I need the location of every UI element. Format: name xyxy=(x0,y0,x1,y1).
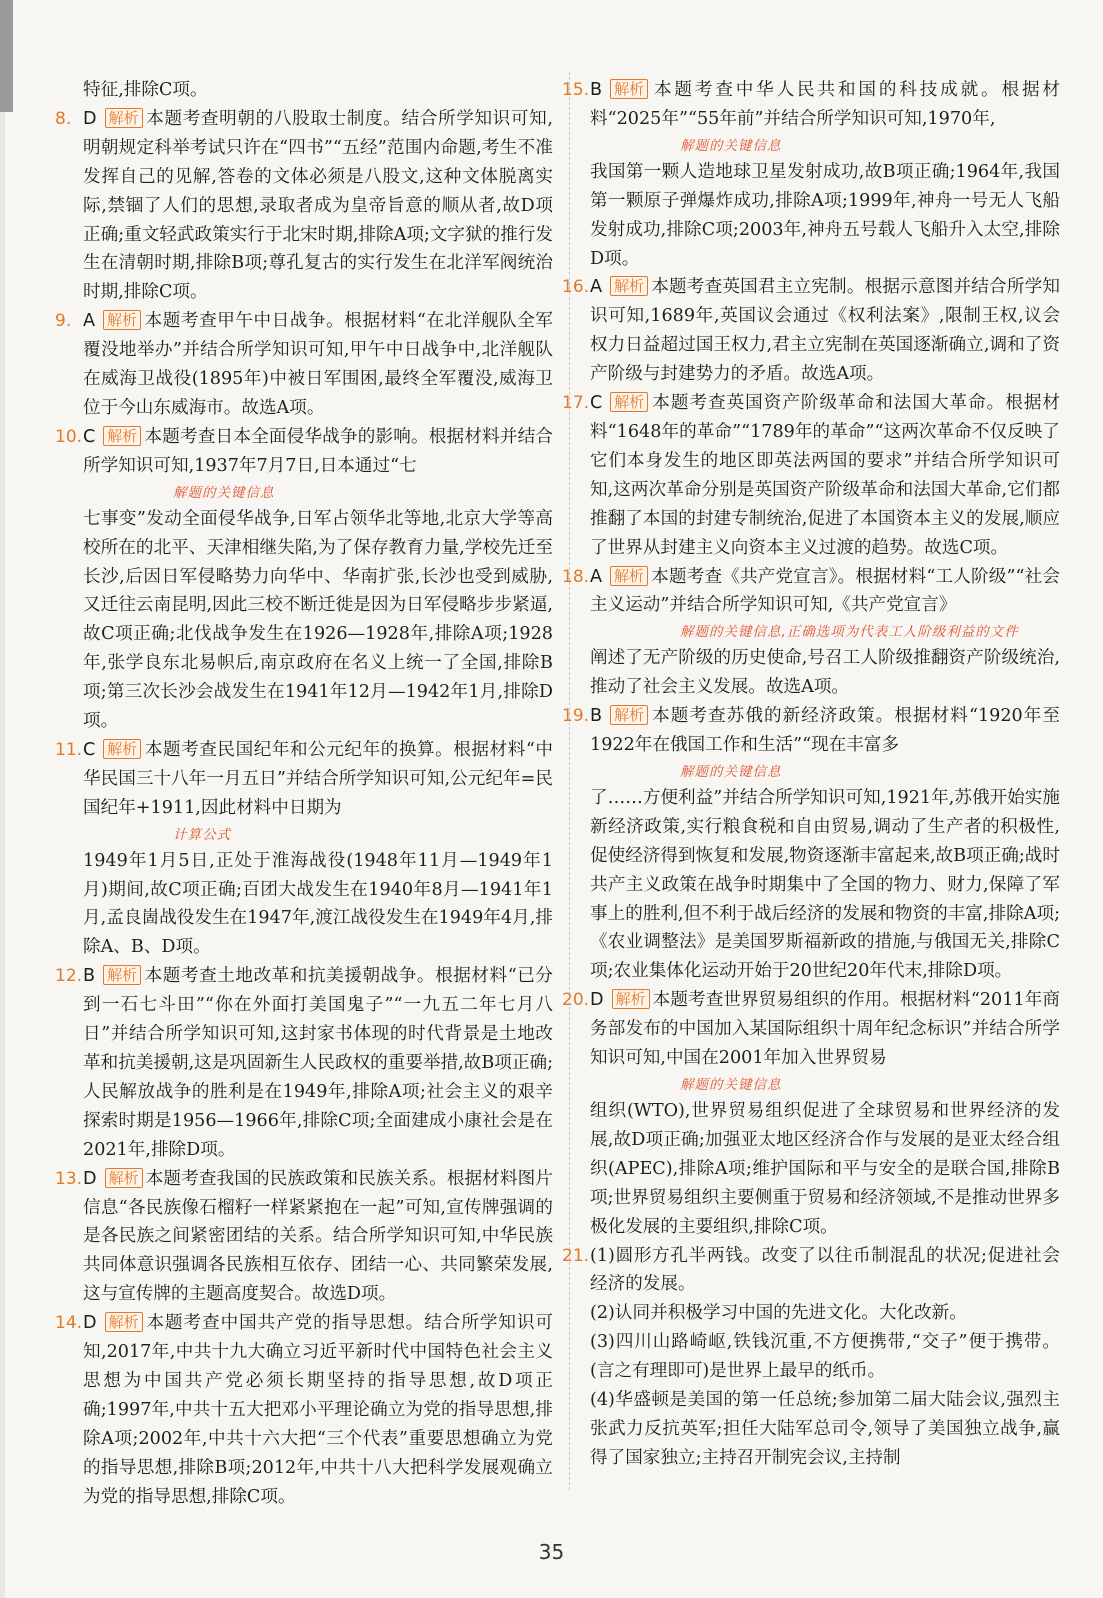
explanation-text: 特征,排除C项。 xyxy=(83,80,208,100)
explanation-text: 1949年1月5日,正处于淮海战役(1948年11月—1949年1月)期间,故C项正确;百团大战发生在1940年8月—1941年1月,孟良崮战役发生在1947年,渡江战役发生在1949年4月,排除A、B、D项。 xyxy=(83,850,553,958)
handwritten-annotation: 计算公式 xyxy=(173,826,231,843)
answer-letter: A xyxy=(590,566,603,587)
answer-item xyxy=(55,307,553,423)
analysis-tag: 解析 xyxy=(103,426,141,446)
handwritten-annotation: 解题的关键信息 xyxy=(680,137,782,154)
question-number: 21. xyxy=(562,1245,590,1266)
question-number: 10. xyxy=(55,426,83,447)
explanation-text: 我国第一颗人造地球卫星发射成功,故B项正确;1964年,我国第一颗原子弹爆炸成功,排除A项;1999年,神舟一号无人飞船发射成功,排除C项;2003年,神舟五号载人飞船升入太空,排除D项。 xyxy=(590,161,1060,269)
analysis-tag: 解析 xyxy=(610,705,648,725)
explanation-text: (2)认同并积极学习中国的先进文化。大化改新。 xyxy=(590,1303,967,1324)
answer-item xyxy=(562,389,1060,562)
explanation-text: (4)华盛顿是美国的第一任总统;参加第二届大陆会议,强烈主张武力反抗英军;担任大陆军总司令,领导了美国独立战争,赢得了国家独立;主持召开制宪会议,主持制 xyxy=(590,1390,1060,1468)
explanation-text: 本题考查甲午中日战争。根据材料“在北洋舰队全军覆没地举办”并结合所学知识可知,甲午中日战争中,北洋舰队在威海卫战役(1895年)中被日军围困,最终全军覆没,威海卫位于今山东威海市。故选A项。 xyxy=(83,311,553,418)
answer-item xyxy=(590,1299,1060,1328)
question-number: 20. xyxy=(562,990,590,1011)
answer-item xyxy=(562,986,1060,1073)
analysis-tag: 解析 xyxy=(612,989,650,1009)
answer-letter: C xyxy=(590,393,603,414)
answer-item xyxy=(562,563,1060,621)
explanation-text: 阐述了无产阶级的历史使命,号召工人阶级推翻资产阶级统治,推动了社会主义发展。故选A项。 xyxy=(590,648,1060,698)
analysis-tag: 解析 xyxy=(103,739,141,759)
question-number: 11. xyxy=(55,739,83,760)
explanation-text: 本题考查我国的民族政策和民族关系。根据材料图片信息“各民族像石榴籽一样紧紧抱在一起”可知,宣传牌强调的是各民族之间紧密团结的关系。结合所学知识可知,中华民族共同体意识强调各民族相互依存、团结一心、共同繁荣发展,这与宣传牌的主题高度契合。故选D项。 xyxy=(83,1168,553,1305)
question-number: 13. xyxy=(55,1168,83,1189)
explanation-text: 本题考查中华人民共和国的科技成就。根据材料“2025年”“55年前”并结合所学知识可知,1970年, xyxy=(590,80,1060,129)
question-number: 17. xyxy=(562,393,590,414)
analysis-tag: 解析 xyxy=(105,1312,143,1332)
analysis-tag: 解析 xyxy=(610,392,648,412)
answer-item xyxy=(590,1097,1060,1242)
answer-letter: D xyxy=(83,1313,97,1334)
answer-item xyxy=(590,1386,1060,1473)
answer-item xyxy=(590,1328,1060,1386)
explanation-text: 本题考查世界贸易组织的作用。根据材料“2011年商务部发布的中国加入某国际组织十周年纪念标识”并结合所学知识可知,中国在2001年加入世界贸易 xyxy=(590,990,1060,1069)
answer-letter: D xyxy=(590,990,604,1011)
explanation-text: (1)圆形方孔半两钱。改变了以往币制混乱的状况;促进社会经济的发展。 xyxy=(590,1245,1060,1295)
answer-letter: B xyxy=(590,80,603,100)
explanation-text: 本题考查《共产党宣言》。根据材料“工人阶级”“社会主义运动”并结合所学知识可知,《共产党宣言》 xyxy=(590,566,1060,616)
answer-item xyxy=(83,505,553,736)
analysis-tag: 解析 xyxy=(103,310,141,330)
handwritten-annotation: 解题的关键信息 xyxy=(680,1077,782,1093)
analysis-tag: 解析 xyxy=(105,1168,143,1188)
answer-item xyxy=(55,736,553,823)
answer-item xyxy=(83,847,553,963)
explanation-text: 本题考查中国共产党的指导思想。结合所学知识可知,2017年,中共十九大确立习近平新时代中国特色社会主义思想为中国共产党必须长期坚持的指导思想,故D项正确;1997年,中共十五大把邓小平理论确立为党的指导思想,排除A项;2002年,中共十六大把“三个代表”重要思想确立为党的指导思想,排除B项;2012年,中共十八大把科学发展观确立为党的指导思想,排除C项。 xyxy=(83,1313,553,1507)
answer-letter: B xyxy=(83,966,96,987)
answer-item xyxy=(590,784,1060,986)
scan-edge-mark xyxy=(0,0,13,112)
answer-letter: D xyxy=(83,108,97,129)
answer-letter: B xyxy=(590,706,603,727)
answer-item xyxy=(55,105,553,307)
explanation-text: 组织(WTO),世界贸易组织促进了全球贸易和世界经济的发展,故D项正确;加强亚太地区经济合作与发展的是亚太经合组织(APEC),排除A项;维护国际和平与安全的是联合国,排除B项;世界贸易组织主要侧重于贸易和经济领域,不是推动世界多极化发展的主要组织,排除C项。 xyxy=(590,1101,1060,1237)
explanation-text: 本题考查民国纪年和公元纪年的换算。根据材料“中华民国三十八年一月五日”并结合所学知识可知,公元纪年=民国纪年+1911,因此材料中日期为 xyxy=(83,739,553,818)
answer-item xyxy=(83,76,553,105)
scan-edge-shadow xyxy=(0,112,5,1598)
answer-item xyxy=(562,1242,1060,1300)
answer-item xyxy=(590,644,1060,702)
question-number: 8. xyxy=(55,108,72,129)
explanation-text: (3)四川山路崎岖,铁钱沉重,不方便携带,“交子”便于携带。(言之有理即可)是世界上最早的纸币。 xyxy=(590,1332,1060,1382)
explanation-text: 本题考查日本全面侵华战争的影响。根据材料并结合所学知识可知,1937年7月7日,日本通过“七 xyxy=(83,426,553,476)
answer-item xyxy=(590,158,1060,274)
answer-letter: C xyxy=(83,739,96,760)
page-number: 35 xyxy=(538,1540,565,1564)
question-number: 18. xyxy=(562,566,590,587)
question-number: 9. xyxy=(55,311,72,332)
question-number: 19. xyxy=(562,706,590,727)
handwritten-annotation: 解题的关键信息,正确选项为代表工人阶级利益的文件 xyxy=(680,624,1019,641)
explanation-text: 了……方便利益”并结合所学知识可知,1921年,苏俄开始实施新经济政策,实行粮食税和自由贸易,调动了生产者的积极性,促使经济得到恢复和发展,物资逐渐丰富起来,故B项正确;战时共产主义政策在战争时期集中了全国的物力、财力,保障了军事上的胜利,但不利于战后经济的发展和物资的丰富,排除A项;《农业调整法》是美国罗斯福新政的措施,与俄国无关,排除C项;农业集体化运动开始于20世纪20年代末,排除D项。 xyxy=(590,787,1060,982)
answer-item xyxy=(55,1165,553,1310)
left-column xyxy=(55,76,553,1512)
question-number: 14. xyxy=(55,1313,83,1334)
answer-letter: D xyxy=(83,1168,97,1189)
handwritten-annotation: 解题的关键信息 xyxy=(173,484,275,501)
answer-item xyxy=(562,273,1060,389)
question-number: 16. xyxy=(562,277,590,298)
answer-item xyxy=(55,423,553,481)
answer-item xyxy=(562,702,1060,760)
question-number: 15. xyxy=(562,80,590,100)
answer-item xyxy=(55,962,553,1164)
answer-letter: C xyxy=(83,426,96,447)
explanation-text: 本题考查英国君主立宪制。根据示意图并结合所学知识可知,1689年,英国议会通过《权利法案》,限制王权,议会权力日益超过国王权力,君主立宪制在英国逐渐确立,调和了资产阶级与封建势力的矛盾。故选A项。 xyxy=(590,277,1060,385)
explanation-text: 本题考查英国资产阶级革命和法国大革命。根据材料“1648年的革命”“1789年的革命”“这两次革命不仅反映了它们本身发生的地区即英法两国的要求”并结合所学知识可知,这两次革命分别是英国资产阶级革命和法国大革命,它们都推翻了本国的封建专制统治,促进了本国资本主义的发展,顺应了世界从封建主义向资本主义过渡的趋势。故选C项。 xyxy=(590,393,1060,558)
answer-item xyxy=(562,76,1060,134)
analysis-tag: 解析 xyxy=(610,276,648,296)
analysis-tag: 解析 xyxy=(610,566,648,586)
answer-letter: A xyxy=(83,311,96,332)
handwritten-annotation: 解题的关键信息 xyxy=(680,763,782,780)
analysis-tag: 解析 xyxy=(103,965,141,985)
explanation-text: 本题考查土地改革和抗美援朝战争。根据材料“已分到一石七斗田”“你在外面打美国鬼子”“一九五二年七月八日”并结合所学知识可知,这封家书体现的时代背景是土地改革和抗美援朝,这是巩固新生人民政权的重要举措,故B项正确;人民解放战争的胜利是在1949年,排除A项;社会主义的艰辛探索时期是1956—1966年,排除C项;全面建成小康社会是在2021年,排除D项。 xyxy=(83,966,553,1160)
right-column xyxy=(562,76,1060,1473)
explanation-text: 本题考查苏俄的新经济政策。根据材料“1920年至1922年在俄国工作和生活”“现在丰富多 xyxy=(590,706,1060,756)
answer-item xyxy=(55,1309,553,1511)
analysis-tag: 解析 xyxy=(105,108,143,128)
answer-letter: A xyxy=(590,277,603,298)
explanation-text: 本题考查明朝的八股取士制度。结合所学知识可知,明朝规定科举考试只许在“四书”“五经”范围内命题,考生不准发挥自己的见解,答卷的文体必须是八股文,这种文体脱离实际,禁锢了人们的思想,录取者成为皇帝旨意的顺从者,故D项正确;重文轻武政策实行于北宋时期,排除A项;文字狱的推行发生在清朝时期,排除B项;尊孔复古的实行发生在北洋军阀统治时期,排除C项。 xyxy=(83,108,553,303)
question-number: 12. xyxy=(55,966,83,987)
explanation-text: 七事变”发动全面侵华战争,日军占领华北等地,北京大学等高校所在的北平、天津相继失陷,为了保存教育力量,学校先迁至长沙,后因日军侵略势力向华中、华南扩张,长沙也受到威胁,又迁往云南昆明,因此三校不断迁徙是因为日军侵略步步紧逼,故C项正确;北伐战争发生在1926—1928年,排除A项;1928年,张学良东北易帜后,南京政府在名义上统一了全国,排除B项;第三次长沙会战发生在1941年12月—1942年1月,排除D项。 xyxy=(83,508,553,732)
analysis-tag: 解析 xyxy=(610,79,648,99)
